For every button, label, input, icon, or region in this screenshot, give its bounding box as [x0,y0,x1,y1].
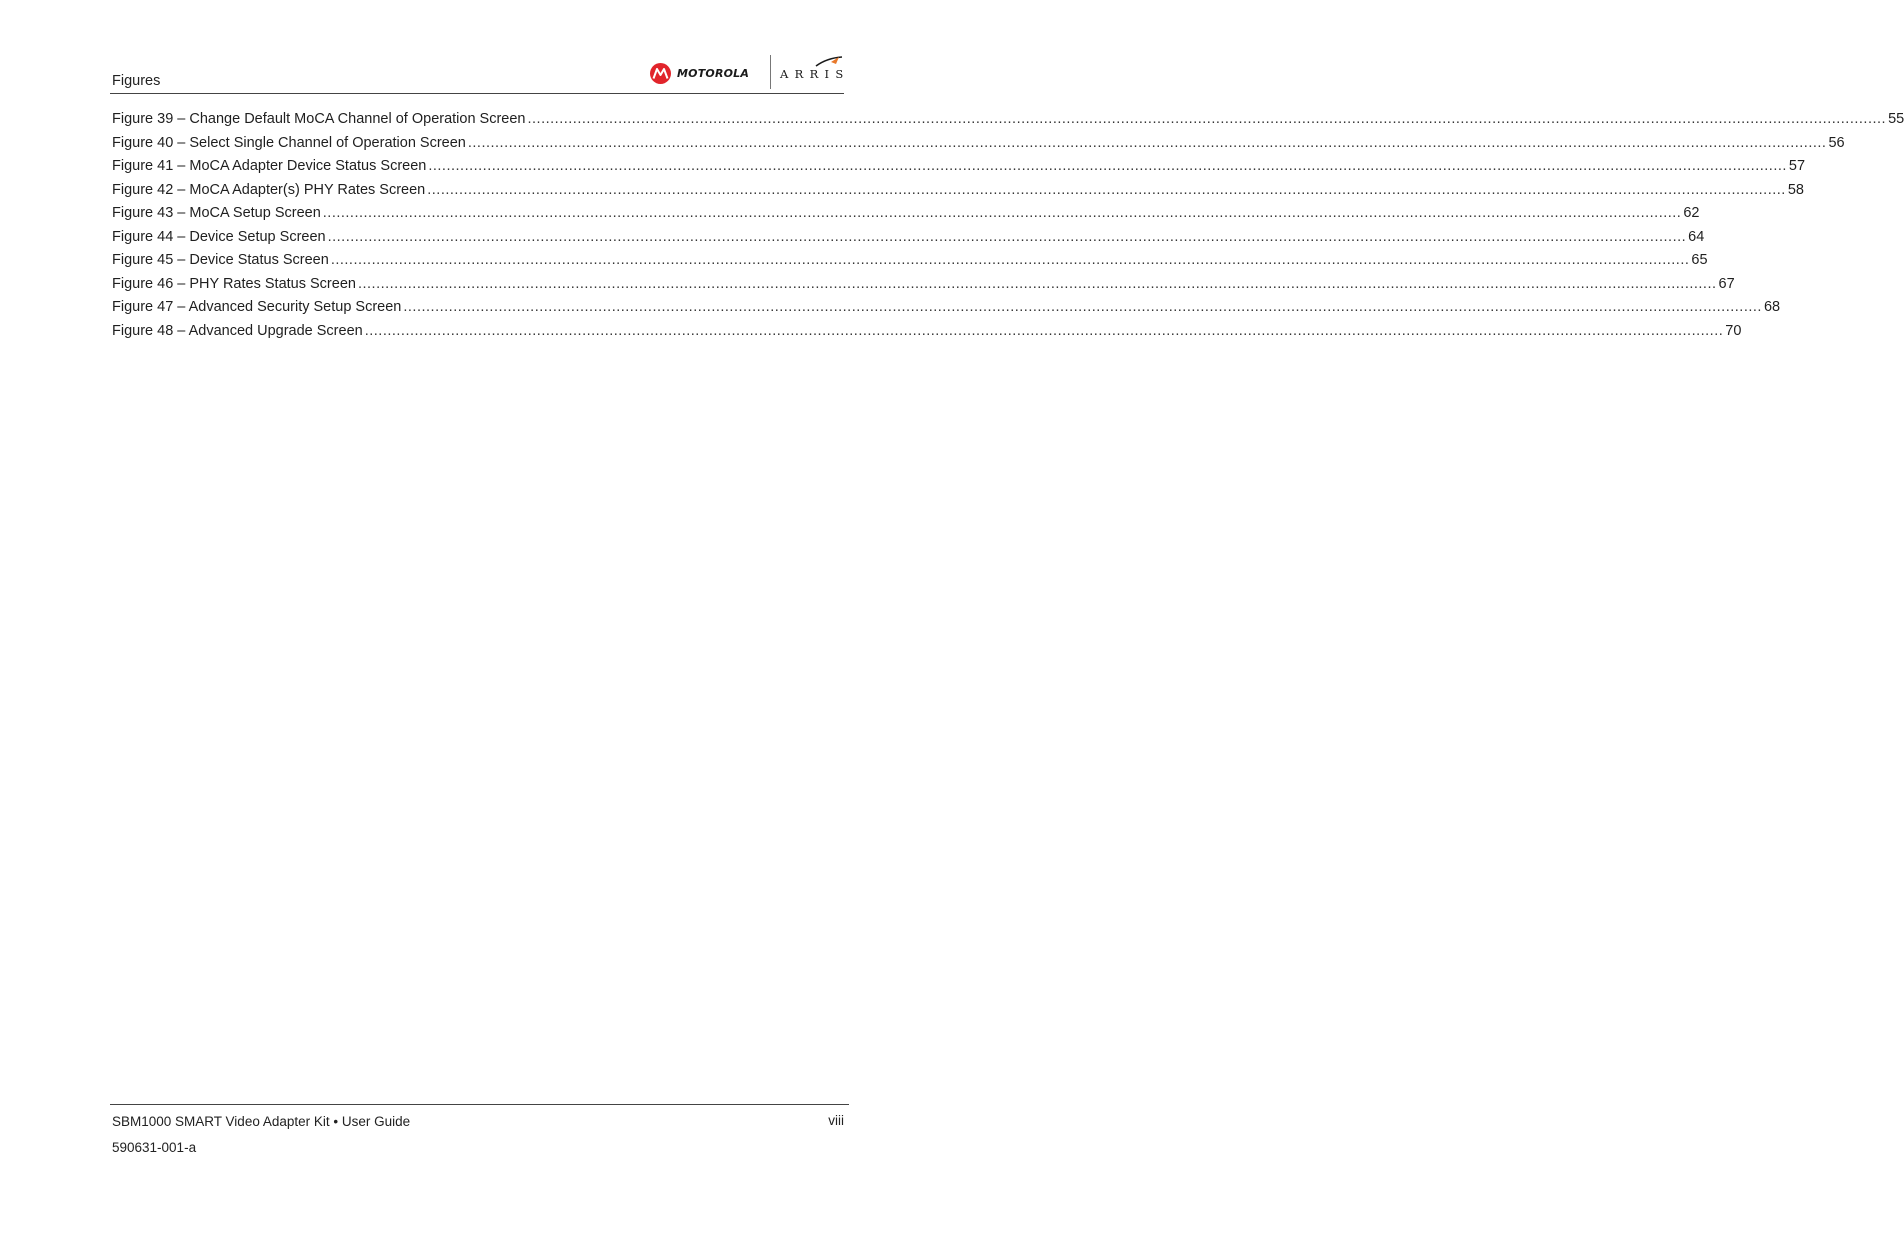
toc-entry-page: 58 [1787,181,1804,198]
toc-entry-page: 64 [1688,228,1705,245]
toc-entry-title: Figure 45 – Device Status Screen [112,252,329,268]
toc-entry-title: Figure 47 – Advanced Security Setup Screen [112,299,402,315]
toc-entry-title: Figure 46 – PHY Rates Status Screen [112,275,356,292]
toc-entry-title: Figure 40 – Select Single Channel of Operation Screen [112,134,466,151]
dot-leader: ............................................................................................................................................................................................................................................................................................................ [364,322,1724,339]
guide-title: SBM1000 SMART Video Adapter Kit • User Guide [112,1114,411,1129]
toc-entry-title: Figure 39 – Change Default MoCA Channel of Operation Screen [112,111,526,127]
brand-logos [648,54,850,90]
dot-leader: ............................................................................................................................................................................................................................................................................................................ [357,275,1717,292]
dot-leader: ............................................................................................................................................................................................................................................................................................................ [403,299,1762,315]
toc-entry[interactable] [112,299,1781,323]
toc-entry-page: 68 [1763,299,1781,315]
toc-entry[interactable] [112,205,1700,229]
toc-entry-title: Figure 48 – Advanced Upgrade Screen [112,322,363,339]
dot-leader: ............................................................................................................................................................................................................................................................................................................ [330,252,1690,268]
toc-entry[interactable] [112,275,1735,300]
footer-divider [110,1104,849,1105]
toc-entry-page: 55 [1888,111,1904,127]
dot-leader: ............................................................................................................................................................................................................................................................................................................ [322,205,1682,221]
toc-entry-page: 57 [1788,158,1806,174]
document-number: 590631-001-a [112,1140,197,1155]
toc-entry-page: 67 [1718,275,1735,292]
arris-swoosh-icon [815,56,843,68]
dot-leader: ............................................................................................................................................................................................................................................................................................................ [527,111,1887,127]
toc-entry-page: 62 [1683,205,1700,221]
dot-leader: ............................................................................................................................................................................................................................................................................................................ [428,158,1787,174]
toc-entry-title: Figure 41 – MoCA Adapter Device Status Screen [112,158,427,174]
toc-entry[interactable] [112,158,1806,182]
toc-entry[interactable] [112,181,1804,206]
dot-leader: ............................................................................................................................................................................................................................................................................................................ [327,228,1687,245]
arris-wordmark: ARRIS [780,67,850,81]
toc-entry[interactable] [112,322,1742,347]
logo-divider [770,55,771,89]
motorola-batwing-icon [650,63,671,84]
toc-entry-page: 70 [1725,322,1742,339]
toc-entry[interactable] [112,228,1705,253]
dot-leader: ............................................................................................................................................................................................................................................................................................................ [467,134,1827,151]
toc-entry-page: 56 [1828,134,1845,151]
toc-entry-title: Figure 44 – Device Setup Screen [112,228,326,245]
toc-entry-title: Figure 42 – MoCA Adapter(s) PHY Rates Screen [112,181,426,198]
toc-entry[interactable] [112,134,1845,159]
motorola-wordmark: MOTOROLA [677,67,750,80]
toc-entry[interactable] [112,111,1904,135]
toc-entry[interactable] [112,252,1708,276]
dot-leader: ............................................................................................................................................................................................................................................................................................................ [427,181,1786,198]
toc-entry-page: 65 [1691,252,1708,268]
section-title: Figures [112,73,161,89]
header-divider [110,93,844,94]
figures-list [112,111,1904,346]
toc-entry-title: Figure 43 – MoCA Setup Screen [112,205,321,221]
page-number: viii [828,1113,844,1128]
